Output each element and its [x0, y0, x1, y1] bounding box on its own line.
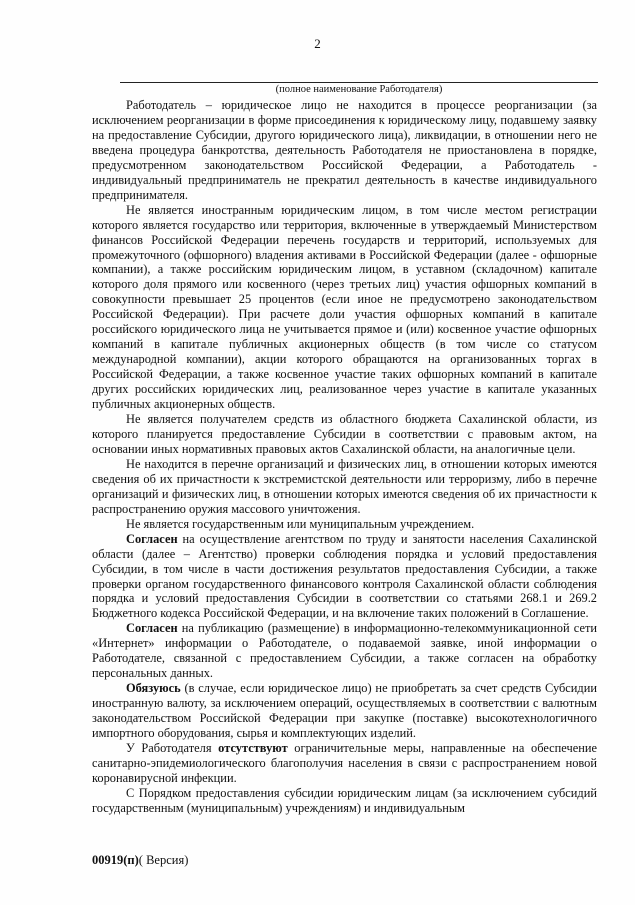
- paragraph-budget: Не является получателем средств из областного бюджета Сахалинской области, из которого планируется предоставление Субсидии в соответствии с правовым актом, на основании иных нормативных правовых актов Сахалинской области, на аналогичные цели.: [92, 412, 597, 456]
- bold-lead: Согласен: [126, 621, 178, 636]
- paragraph-agree-publication: Согласен на публикацию (размещение) в информационно-телекоммуникационной сети «Интернет» информации о Работодателе, о подаваемой заявке, иной информации о Работодателе, связанной с предоставлением Субсидии, а также согласен на обработку персональных данных.: [92, 621, 597, 681]
- paragraph-obligation-currency: Обязуюсь (в случае, если юридическое лицо) не приобретать за счет средств Субсидии иностранную валюту, за исключением операций, осуществляемых в соответствии с валютным законодательством Российской Федерации при закупке (поставке) высокотехнологичного импортного оборудования, сырья и комплектующих изделий.: [92, 681, 597, 741]
- employer-name-caption: (полное наименование Работодателя): [275, 84, 443, 95]
- bold-mid: отсутствуют: [218, 740, 288, 755]
- paragraph-procedure: С Порядком предоставления субсидии юридическим лицам (за исключением субсидий государственным (муниципальным) учреждениям) и индивидуальным: [92, 785, 597, 815]
- paragraph-reorganization: Работодатель – юридическое лицо не находится в процессе реорганизации (за исключением реорганизации в форме присоединения к юридическому лицу, подавшему заявку на предоставление Субсидии, другого юридического лица), ликвидации, в отношении него не введена процедура банкротства, деятельность Работодателя не приостановлена в порядке, предусмотренном законодательством Российской Федерации, а Работодатель - индивидуальный предприниматель не прекратил деятельность в качестве индивидуального предпринимателя.: [92, 98, 597, 202]
- paragraph-extremism: Не находится в перечне организаций и физических лиц, в отношении которых имеются сведения об их причастности к экстремистской деятельности или терроризму, либо в перечне организаций и физических лиц, в отношении которых имеются сведения об их причастности к распространению оружия массового уничтожения.: [92, 456, 597, 516]
- bold-lead: Согласен: [126, 531, 178, 546]
- form-version: ( Версия): [138, 853, 189, 867]
- paragraph-agree-inspection: Согласен на осуществление агентством по труду и занятости населения Сахалинской области (далее – Агентство) проверки соблюдения порядка и условий предоставления Субсидии, в том числе в части достижения результатов предоставления Субсидии, а также проверки органом государственного финансового контроля Сахалинской области соблюдения порядка и условий предоставления Субсидии в соответствии со статьями 268.1 и 269.2 Бюджетного кодекса Российской Федерации, и на включение таких положений в Соглашение.: [92, 531, 597, 621]
- document-body: [92, 98, 597, 816]
- bold-lead: Обязуюсь: [126, 681, 181, 696]
- employer-name-line: [120, 82, 598, 83]
- form-code: [92, 853, 188, 868]
- page-number: 2: [314, 36, 321, 51]
- paragraph-covid-restrictions: У Работодателя отсутствуют ограничительные меры, направленные на обеспечение санитарно-эпидемиологического благополучия населения в связи с распространением новой коронавирусной инфекции.: [92, 740, 597, 785]
- paragraph-institution: Не является государственным или муниципальным учреждением.: [126, 516, 475, 531]
- form-number: 00919(п): [92, 853, 139, 867]
- paragraph-offshore: Не является иностранным юридическим лицом, в том числе местом регистрации которого является государство или территория, включенные в утверждаемый Министерством финансов Российской Федерации перечень государств и территорий, используемых для промежуточного (офшорного) владения активами в Российской Федерации (далее - офшорные компании), а также российским юридическим лицом, в уставном (складочном) капитале которого доля прямого или косвенного (через третьих лиц) участия офшорных компаний в совокупности превышает 25 процентов (если иное не предусмотрено законодательством Российской Федерации). При расчете доли участия офшорных компаний в капитале российского юридического лица не учитывается прямое и (или) косвенное участие офшорных компаний в капитале публичных акционерных обществ (в том числе со статусом международной компании), акции которого обращаются на организованных торгах в Российской Федерации, а также косвенное участие таких офшорных компаний в капитале других российских юридических лиц, реализованное через участие в капитале указанных публичных акционерных обществ.: [92, 202, 597, 412]
